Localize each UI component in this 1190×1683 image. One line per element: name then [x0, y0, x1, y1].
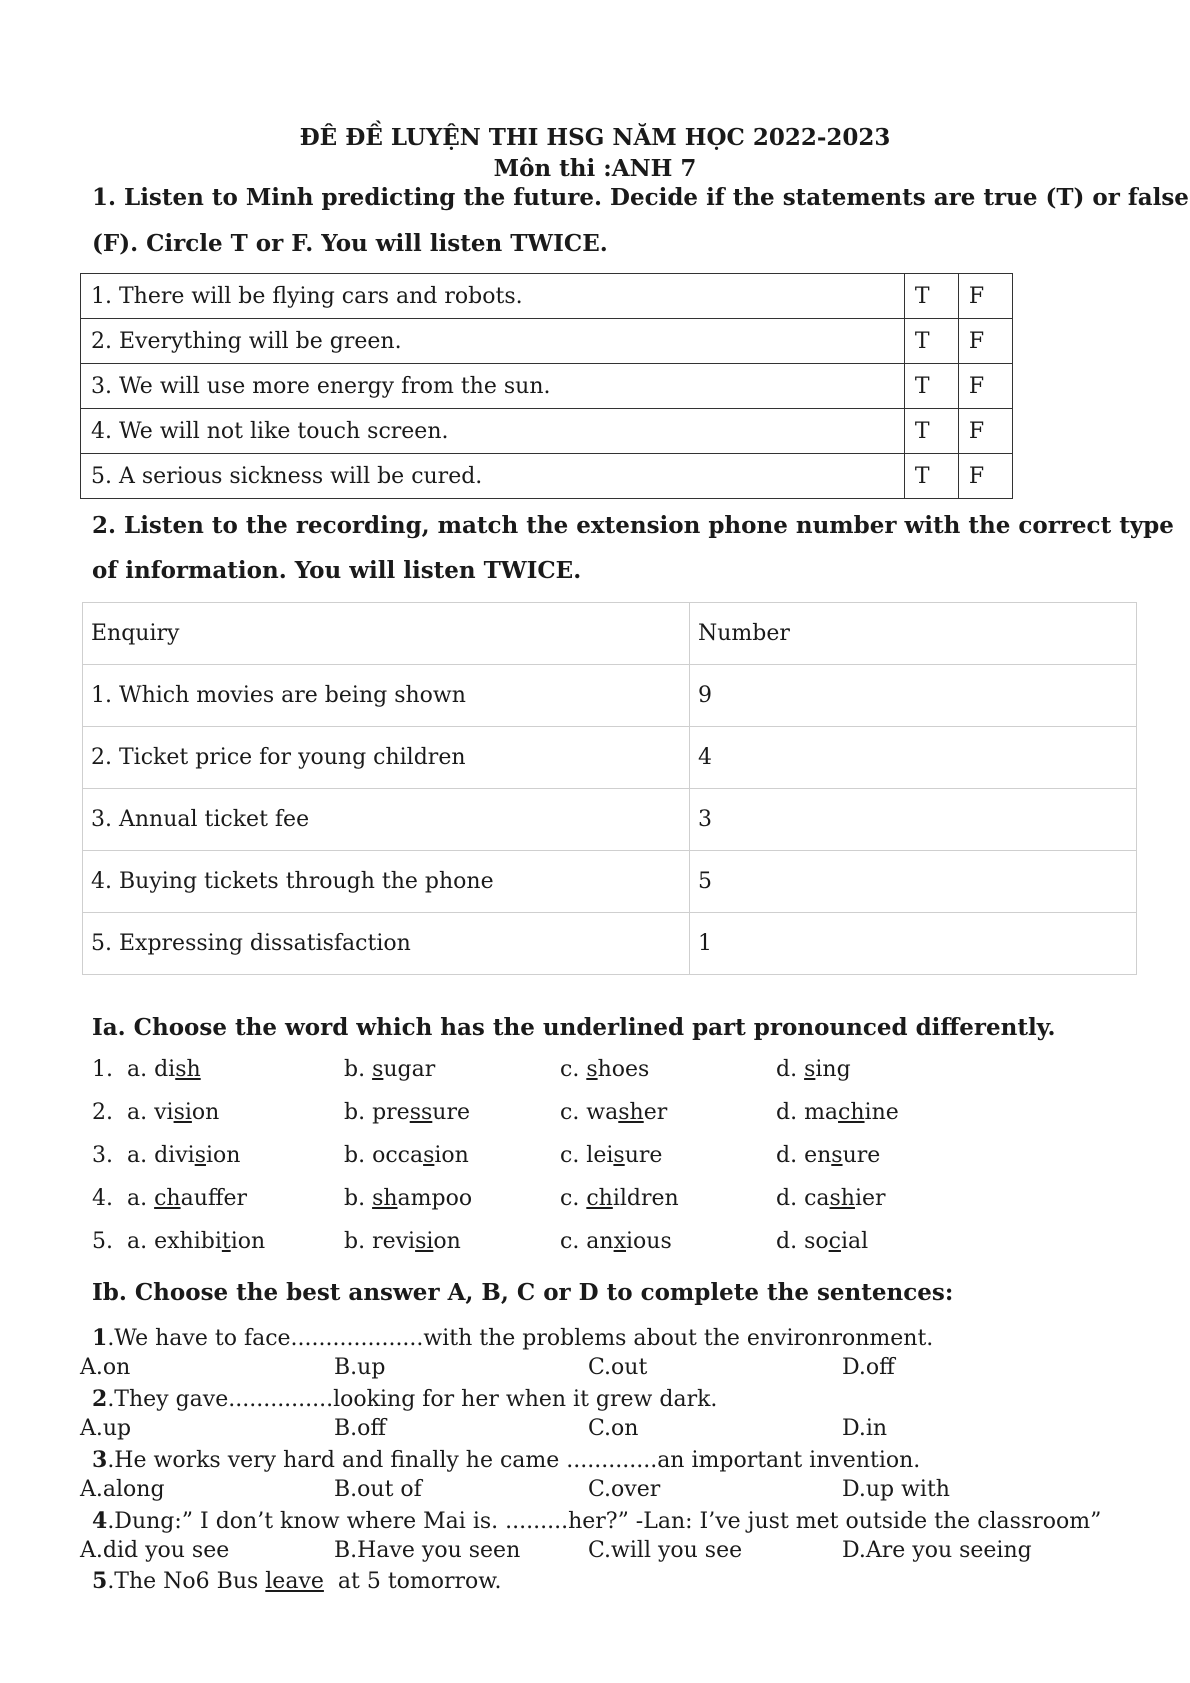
option-text: ious [626, 1229, 672, 1254]
option-text: a. di [127, 1057, 176, 1082]
question-number: 2 [92, 1386, 108, 1412]
answer-option[interactable]: A.along [80, 1477, 165, 1502]
answer-option[interactable] [127, 1229, 265, 1254]
number-cell: 4 [690, 727, 1137, 789]
enquiry-table [82, 602, 1137, 975]
underlined-part: ch [586, 1186, 613, 1211]
option-text: on [433, 1229, 461, 1254]
answer-option[interactable]: C.on [588, 1416, 639, 1441]
question-text: .Dung:” I don’t know where Mai is. .........her?” -Lan: I’ve just met outside the classroom” [107, 1509, 1102, 1534]
statement: 5. A serious sickness will be cured. [81, 454, 905, 499]
option-text: a. [127, 1186, 155, 1211]
table-row [83, 851, 1137, 913]
table-header-row [83, 603, 1137, 665]
table-row [81, 319, 1013, 364]
answer-option[interactable]: D.up with [842, 1477, 950, 1502]
sectionIa-heading: Ia. Choose the word which has the underlined part pronounced differently. [92, 1014, 1056, 1041]
answer-option[interactable] [776, 1143, 880, 1168]
question-number: 3 [92, 1447, 108, 1473]
question-text-after: at 5 tomorrow. [323, 1569, 502, 1594]
option-text: on [191, 1100, 220, 1125]
answer-option[interactable] [127, 1057, 201, 1082]
option-text: b. [344, 1057, 373, 1082]
answer-option[interactable] [344, 1057, 435, 1082]
answer-option[interactable] [560, 1186, 679, 1211]
answer-option[interactable]: B.out of [334, 1477, 422, 1502]
underlined-part: ch [154, 1186, 181, 1211]
answer-option[interactable]: A.did you see [80, 1538, 230, 1563]
answer-option[interactable] [344, 1186, 472, 1211]
sectionIb-heading: Ib. Choose the best answer A, B, C or D to complete the sentences: [92, 1279, 954, 1306]
answer-option[interactable] [344, 1100, 470, 1125]
section2-heading-cont: of information. You will listen TWICE. [92, 557, 582, 584]
underlined-part: s [613, 1143, 625, 1168]
answer-option[interactable]: B.off [334, 1416, 387, 1441]
number-cell: 9 [690, 665, 1137, 727]
enquiry-cell: 1. Which movies are being shown [83, 665, 690, 727]
table-row [81, 274, 1013, 319]
table-row [81, 409, 1013, 454]
option-text: ine [864, 1100, 899, 1125]
answer-option[interactable] [776, 1057, 851, 1082]
option-text: hoes [597, 1057, 650, 1082]
table-row [83, 665, 1137, 727]
true-option[interactable]: T [904, 364, 958, 409]
section1-heading-cont: (F). Circle T or F. You will listen TWICE. [92, 230, 608, 257]
option-text: d. [776, 1057, 805, 1082]
option-text: ial [840, 1229, 869, 1254]
underlined-part: s [423, 1143, 435, 1168]
option-text: ier [854, 1186, 886, 1211]
option-text: d. ca [776, 1186, 830, 1211]
underlined-part: s [194, 1143, 206, 1168]
option-text: a. vi [127, 1100, 174, 1125]
item-number: 3. [92, 1143, 113, 1168]
item-number: 5. [92, 1229, 113, 1254]
question-text: .They gave...............looking for her when it grew dark. [107, 1387, 718, 1412]
item-number: 2. [92, 1100, 113, 1125]
exam-title: ĐÊ ĐỀ LUYỆN THI HSG NĂM HỌC 2022-2023 [299, 124, 891, 151]
answer-option[interactable]: A.on [80, 1355, 131, 1380]
option-text: a. divi [127, 1143, 195, 1168]
answer-option[interactable]: B.up [334, 1355, 386, 1380]
answer-option[interactable]: D.in [842, 1416, 888, 1441]
answer-option[interactable] [127, 1100, 219, 1125]
option-text: c. [560, 1057, 587, 1082]
option-text: b. [344, 1186, 373, 1211]
underlined-part: s [831, 1143, 843, 1168]
statement: 3. We will use more energy from the sun. [81, 364, 905, 409]
answer-option[interactable]: C.over [588, 1477, 661, 1502]
answer-option[interactable] [560, 1057, 649, 1082]
underlined-part: t [221, 1229, 231, 1254]
answer-option[interactable] [776, 1229, 868, 1254]
question-3 [92, 1447, 920, 1473]
option-text: a. exhibi [127, 1229, 222, 1254]
option-text: ildren [612, 1186, 679, 1211]
true-option[interactable]: T [904, 274, 958, 319]
answer-option[interactable]: B.Have you seen [334, 1538, 521, 1563]
answer-option[interactable] [127, 1186, 247, 1211]
enquiry-cell: 3. Annual ticket fee [83, 789, 690, 851]
underlined-word: leave [265, 1569, 324, 1594]
answer-option[interactable] [344, 1143, 469, 1168]
enquiry-cell: 4. Buying tickets through the phone [83, 851, 690, 913]
underlined-part: s [372, 1057, 384, 1082]
question-number: 1 [92, 1325, 108, 1351]
underlined-part: s [804, 1057, 816, 1082]
answer-option[interactable] [560, 1229, 672, 1254]
answer-option[interactable] [776, 1100, 899, 1125]
underlined-part: s [586, 1057, 598, 1082]
option-text: er [643, 1100, 668, 1125]
answer-option[interactable]: D.off [842, 1355, 895, 1380]
option-text: c. lei [560, 1143, 614, 1168]
answer-option[interactable]: C.will you see [588, 1538, 743, 1563]
table-row [81, 454, 1013, 499]
question-number: 5 [92, 1568, 108, 1594]
table-row [83, 727, 1137, 789]
option-text: c. an [560, 1229, 614, 1254]
underlined-part: si [415, 1229, 434, 1254]
statement: 2. Everything will be green. [81, 319, 905, 364]
underlined-part: sh [618, 1100, 644, 1125]
option-text: ion [434, 1143, 469, 1168]
section2-heading: 2. Listen to the recording, match the extension phone number with the correct type [92, 512, 1174, 539]
option-text: ampoo [397, 1186, 473, 1211]
question-5 [92, 1568, 502, 1594]
table-row [81, 364, 1013, 409]
option-text: ure [432, 1100, 471, 1125]
option-text: b. occa [344, 1143, 424, 1168]
statement: 4. We will not like touch screen. [81, 409, 905, 454]
underlined-part: sh [372, 1186, 398, 1211]
table-row [83, 789, 1137, 851]
enquiry-cell: 5. Expressing dissatisfaction [83, 913, 690, 975]
underlined-part: si [173, 1100, 192, 1125]
answer-option[interactable] [127, 1143, 240, 1168]
option-text: d. ma [776, 1100, 839, 1125]
option-text: ugar [383, 1057, 436, 1082]
true-option[interactable]: T [904, 319, 958, 364]
option-text: d. en [776, 1143, 832, 1168]
option-text: c. wa [560, 1100, 619, 1125]
true-option[interactable]: T [904, 454, 958, 499]
answer-option[interactable]: A.up [80, 1416, 132, 1441]
option-text: ion [230, 1229, 266, 1254]
answer-option[interactable] [560, 1100, 667, 1125]
true-option[interactable]: T [904, 409, 958, 454]
number-cell: 1 [690, 913, 1137, 975]
false-option[interactable]: F [958, 319, 1012, 364]
option-text: ure [842, 1143, 881, 1168]
exam-subject: Môn thi :ANH 7 [493, 155, 697, 182]
item-number: 4. [92, 1186, 113, 1211]
enquiry-cell: 2. Ticket price for young children [83, 727, 690, 789]
question-text: .He works very hard and finally he came .............an important invention. [107, 1448, 921, 1473]
answer-option[interactable] [776, 1186, 886, 1211]
enquiry-column-header: Enquiry [83, 603, 690, 665]
false-option[interactable]: F [958, 364, 1012, 409]
underlined-part: c [828, 1229, 841, 1254]
option-text: ing [815, 1057, 851, 1082]
section1-heading: 1. Listen to Minh predicting the future. Decide if the statements are true (T) or false [92, 184, 1189, 211]
underlined-part: x [613, 1229, 627, 1254]
question-text: .We have to face...................with the problems about the environronment. [107, 1326, 934, 1351]
number-cell: 3 [690, 789, 1137, 851]
true-false-table [80, 273, 1013, 499]
underlined-part: ss [409, 1100, 433, 1125]
question-text-before: .The No6 Bus [107, 1569, 266, 1594]
table-row [83, 913, 1137, 975]
number-column-header: Number [690, 603, 1137, 665]
answer-option[interactable]: C.out [588, 1355, 648, 1380]
option-text: ure [624, 1143, 663, 1168]
question-4 [92, 1508, 1101, 1534]
false-option[interactable]: F [958, 409, 1012, 454]
question-1 [92, 1325, 933, 1351]
item-number: 1. [92, 1057, 113, 1082]
number-cell: 5 [690, 851, 1137, 913]
option-text: auffer [180, 1186, 248, 1211]
false-option[interactable]: F [958, 454, 1012, 499]
option-text: c. [560, 1186, 587, 1211]
answer-option[interactable] [560, 1143, 662, 1168]
answer-option[interactable]: D.Are you seeing [842, 1538, 1032, 1563]
underlined-part: ch [838, 1100, 865, 1125]
underlined-part: sh [829, 1186, 855, 1211]
question-number: 4 [92, 1508, 108, 1534]
question-2 [92, 1386, 717, 1412]
option-text: ion [205, 1143, 241, 1168]
false-option[interactable]: F [958, 274, 1012, 319]
option-text: b. pre [344, 1100, 410, 1125]
option-text: d. so [776, 1229, 829, 1254]
answer-option[interactable] [344, 1229, 461, 1254]
statement: 1. There will be flying cars and robots. [81, 274, 905, 319]
underlined-part: sh [175, 1057, 201, 1082]
option-text: b. revi [344, 1229, 416, 1254]
